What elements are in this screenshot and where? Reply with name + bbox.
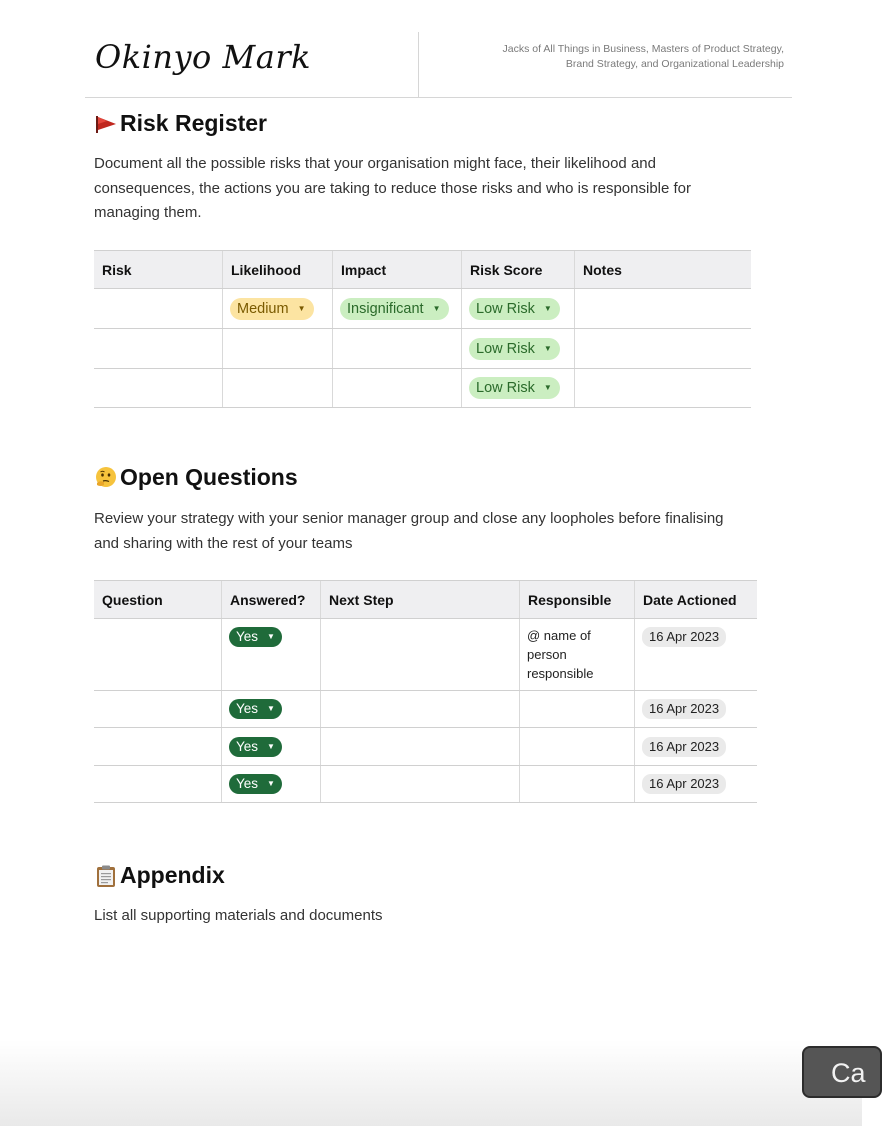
risk-cell[interactable]	[94, 289, 223, 329]
date-actioned-cell	[635, 728, 758, 766]
likelihood-cell[interactable]	[223, 369, 333, 408]
impact-cell	[333, 289, 462, 329]
column-header-impact: Impact	[333, 251, 462, 289]
answered-dropdown[interactable]	[229, 627, 282, 647]
question-cell[interactable]	[94, 766, 222, 803]
next-step-cell[interactable]	[321, 619, 520, 691]
table-row	[94, 369, 751, 408]
likelihood-value: Medium	[237, 300, 289, 317]
chevron-down-icon: ▼	[267, 741, 275, 751]
answered-cell	[222, 691, 321, 728]
date-chip[interactable]: 16 Apr 2023	[642, 699, 726, 719]
risk-score-value: Low Risk	[476, 300, 535, 317]
question-cell[interactable]	[94, 728, 222, 766]
table-row	[94, 766, 757, 803]
answered-cell	[222, 619, 321, 691]
risk-cell[interactable]	[94, 329, 223, 369]
answered-dropdown[interactable]	[229, 737, 282, 757]
risk-score-cell	[462, 329, 575, 369]
next-step-cell[interactable]	[321, 728, 520, 766]
column-header-risk: Risk	[94, 251, 223, 289]
answered-cell	[222, 728, 321, 766]
column-header-risk-score: Risk Score	[462, 251, 575, 289]
chevron-down-icon: ▼	[543, 383, 552, 392]
column-header-question: Question	[94, 581, 222, 619]
tagline-line-1: Jacks of All Things in Business, Masters of Product Strategy,	[502, 43, 784, 55]
table-row	[94, 329, 751, 369]
clipboard-icon	[94, 864, 118, 888]
date-actioned-cell	[635, 691, 758, 728]
column-header-next-step: Next Step	[321, 581, 520, 619]
responsible-cell[interactable]	[520, 766, 635, 803]
risk-register-title: Risk Register	[120, 110, 268, 136]
bottom-fade	[0, 1040, 862, 1126]
logo-signature: Okinyo Mark	[95, 38, 312, 76]
chevron-down-icon: ▼	[267, 632, 275, 641]
open-questions-table	[94, 580, 757, 803]
appendix-heading	[94, 862, 225, 889]
chevron-down-icon: ▼	[543, 343, 552, 353]
table-header-row	[94, 581, 757, 619]
chevron-down-icon: ▼	[267, 779, 275, 788]
answered-dropdown[interactable]	[229, 699, 282, 719]
responsible-cell[interactable]	[520, 619, 635, 691]
question-cell[interactable]	[94, 619, 222, 691]
appendix-title: Appendix	[120, 862, 225, 888]
answered-cell	[222, 766, 321, 803]
open-questions-heading	[94, 464, 298, 491]
table-row	[94, 289, 751, 329]
date-chip[interactable]: 16 Apr 2023	[642, 627, 726, 647]
open-questions-title: Open Questions	[120, 464, 298, 490]
answered-value: Yes	[236, 776, 259, 791]
risk-register-description: Document all the possible risks that your organisation might face, their likelihood and consequences, the actions you are taking to reduce those risks and who is responsible for managing them.	[94, 155, 692, 221]
risk-score-cell	[462, 289, 575, 329]
floating-calendar-button[interactable]: Ca	[802, 1046, 882, 1098]
chevron-down-icon: ▼	[297, 303, 306, 313]
chevron-down-icon: ▼	[432, 303, 441, 313]
answered-dropdown[interactable]	[229, 774, 282, 794]
date-chip[interactable]: 16 Apr 2023	[642, 774, 726, 794]
chevron-down-icon: ▼	[543, 303, 552, 313]
answered-value: Yes	[236, 701, 259, 716]
answered-value: Yes	[236, 629, 259, 644]
appendix-description: List all supporting materials and documents	[94, 907, 383, 924]
risk-register-table	[94, 250, 751, 408]
table-row	[94, 691, 757, 728]
chevron-down-icon: ▼	[267, 704, 275, 713]
column-header-likelihood: Likelihood	[223, 251, 333, 289]
likelihood-dropdown[interactable]	[230, 298, 314, 320]
risk-score-value: Low Risk	[476, 340, 535, 357]
impact-value: Insignificant	[347, 300, 424, 317]
date-chip[interactable]: 16 Apr 2023	[642, 737, 726, 757]
impact-cell[interactable]	[333, 369, 462, 408]
next-step-cell[interactable]	[321, 766, 520, 803]
likelihood-cell	[223, 289, 333, 329]
open-questions-description: Review your strategy with your senior manager group and close any loopholes before finalising and sharing with the rest of your teams	[94, 510, 724, 552]
answered-value: Yes	[236, 738, 259, 754]
risk-score-dropdown[interactable]	[469, 298, 560, 320]
responsible-cell[interactable]	[520, 691, 635, 728]
next-step-cell[interactable]	[321, 691, 520, 728]
thinking-face-icon	[94, 466, 118, 490]
header-tagline	[444, 42, 784, 72]
risk-cell[interactable]	[94, 369, 223, 408]
column-header-responsible: Responsible	[520, 581, 635, 619]
impact-dropdown[interactable]	[340, 298, 449, 320]
date-actioned-cell	[635, 619, 758, 691]
date-actioned-cell	[635, 766, 758, 803]
column-header-answered: Answered?	[222, 581, 321, 619]
table-header-row	[94, 251, 751, 289]
page-header	[85, 32, 792, 98]
column-header-notes: Notes	[575, 251, 752, 289]
table-row	[94, 619, 757, 691]
responsible-mention: @ name of person responsible	[527, 628, 594, 681]
responsible-cell[interactable]	[520, 728, 635, 766]
risk-score-cell	[462, 369, 575, 408]
likelihood-cell[interactable]	[223, 329, 333, 369]
question-cell[interactable]	[94, 691, 222, 728]
notes-cell[interactable]	[575, 369, 752, 408]
risk-score-dropdown[interactable]	[469, 377, 560, 399]
risk-score-value: Low Risk	[476, 380, 535, 396]
red-flag-icon	[94, 112, 118, 136]
risk-register-heading	[94, 110, 267, 137]
table-row	[94, 728, 757, 766]
risk-score-dropdown[interactable]	[469, 338, 560, 360]
tagline-line-2: Brand Strategy, and Organizational Leadership	[565, 58, 784, 70]
header-divider	[418, 32, 419, 97]
notes-cell[interactable]	[575, 329, 752, 369]
column-header-date-actioned: Date Actioned	[635, 581, 758, 619]
impact-cell[interactable]	[333, 329, 462, 369]
notes-cell[interactable]	[575, 289, 752, 329]
